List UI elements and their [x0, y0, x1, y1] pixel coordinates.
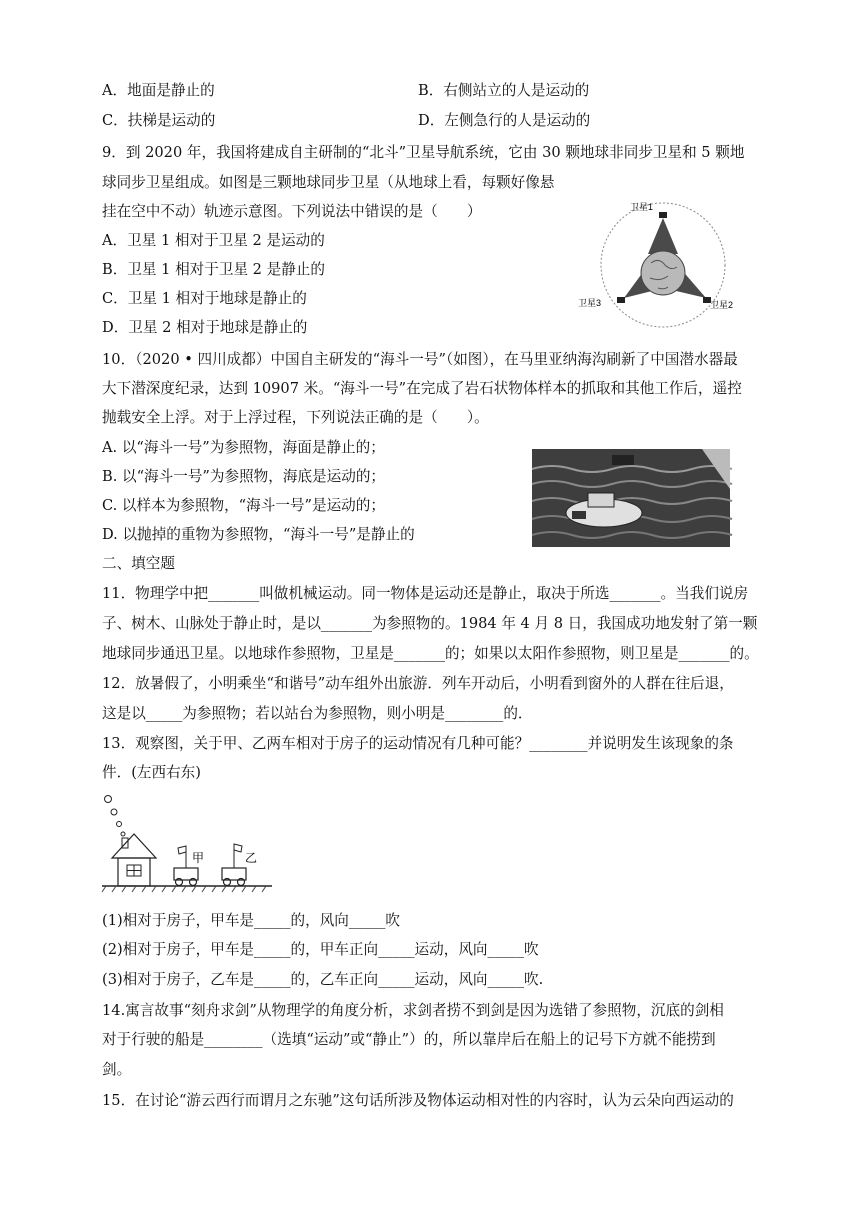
q13-item-3: (3)相对于房子，乙车是_____的，乙车正向_____运动，风向_____吹. — [102, 971, 544, 988]
q9-stem-line-1: 9．到 2020 年，我国将建成自主研制的“北斗”卫星导航系统，它由 30 颗地球非同步卫星和 5 颗地 — [102, 144, 745, 161]
car-jia-flag — [178, 846, 186, 854]
q13-line-1: 13．观察图，关于甲、乙两车相对于房子的运动情况有几种可能？________并说明发生该现象的条 — [102, 735, 734, 752]
q10-stem-line-1: 10．（2020 • 四川成都）中国自主研发的“海斗一号”（如图），在马里亚纳海沟刷新了中国潜水器最 — [102, 351, 738, 368]
q9-stem-line-2: 球同步卫星组成。如图是三颗地球同步卫星（从地球上看，每颗好像悬 — [102, 174, 555, 191]
q13-item-2: (2)相对于房子，甲车是_____的，甲车正向_____运动，风向_____吹 — [102, 941, 539, 958]
q10-option-a: A. 以“海斗一号”为参照物，海面是静止的； — [102, 439, 385, 456]
q11-line-3: 地球同步通迅卫星。以地球作参照物，卫星是_______的；如果以太阳作参照物，则卫星是_______的。 — [102, 645, 759, 662]
q15-line-1: 15．在讨论“游云西行而谓月之东驰”这句话所涉及物体运动相对性的内容时，认为云朵向西运动的 — [102, 1092, 734, 1109]
q14-line-2: 对于行驶的船是________（选填“运动”或“静止”）的，所以靠岸后在船上的记号下方就不能捞到 — [102, 1031, 716, 1048]
q8-option-c: C．扶梯是运动的 — [102, 112, 216, 129]
q9-option-a: A．卫星 1 相对于卫星 2 是运动的 — [102, 232, 325, 249]
q14-line-3: 剑。 — [102, 1061, 132, 1078]
q12-line-2: 这是以_____为参照物；若以站台为参照物，则小明是________的． — [102, 705, 533, 722]
q10-option-d: D. 以抛掉的重物为参照物，“海斗一号”是静止的 — [102, 526, 415, 543]
satellite-orbit-figure — [578, 198, 734, 332]
q10-stem-line-2: 大下潜深度纪录，达到 10907 米。“海斗一号”在完成了岩石状物体样本的抓取和其他工作后，遥控 — [102, 380, 742, 397]
satellite-3-label: 卫星3 — [578, 298, 602, 308]
car-yi-label: 乙 — [245, 851, 258, 865]
satellite-3-icon — [617, 297, 625, 303]
q10-option-c: C. 以样本为参照物，“海斗一号”是运动的； — [102, 497, 385, 514]
section-heading: 二、填空题 — [102, 555, 175, 572]
car-jia-label: 甲 — [192, 851, 205, 865]
satellite-1-label: 卫星1 — [630, 202, 654, 212]
satellite-2-label: 卫星2 — [710, 300, 734, 310]
q13-line-2: 件．(左西右东) — [102, 764, 201, 781]
q12-line-1: 12．放暑假了，小明乘坐“和谐号”动车组外出旅游．列车开动后，小明看到窗外的人群在往后退， — [102, 675, 734, 692]
q14-line-1: 14.寓言故事“刻舟求剑”从物理学的角度分析，求剑者捞不到剑是因为选错了参照物，沉底的剑相 — [102, 1002, 724, 1019]
q9-option-b: B．卫星 1 相对于卫星 2 是静止的 — [102, 261, 325, 278]
q9-stem-line-3: 挂在空中不动）轨迹示意图。下列说法中错误的是（ ） — [102, 203, 482, 220]
car-yi-flag — [234, 844, 242, 852]
q11-line-1: 11．物理学中把_______叫做机械运动。同一物体是运动还是静止，取决于所选_______。当我们说房 — [102, 585, 749, 602]
house-roof — [112, 834, 156, 858]
q8-option-a: A．地面是静止的 — [102, 82, 215, 99]
q8-option-b: B．右侧站立的人是运动的 — [418, 82, 590, 99]
q9-option-c: C．卫星 1 相对于地球是静止的 — [102, 290, 307, 307]
q13-item-1: (1)相对于房子，甲车是_____的，风向_____吹 — [102, 912, 400, 929]
satellite-1-icon — [659, 212, 667, 218]
q8-option-d: D．左侧急行的人是运动的 — [418, 112, 591, 129]
q10-stem-line-3: 抛载安全上浮。对于上浮过程，下列说法正确的是（ ）。 — [102, 409, 489, 426]
q9-option-d: D．卫星 2 相对于地球是静止的 — [102, 319, 308, 336]
q11-line-2: 子、树木、山脉处于静止时，是以_______为参照物的。1984 年 4 月 8 日，我国成功地发射了第一颗 — [102, 615, 758, 632]
q10-option-b: B. 以“海斗一号”为参照物，海底是运动的； — [102, 468, 386, 485]
submersible-photo — [532, 449, 730, 547]
house-and-cars-figure — [102, 790, 278, 900]
